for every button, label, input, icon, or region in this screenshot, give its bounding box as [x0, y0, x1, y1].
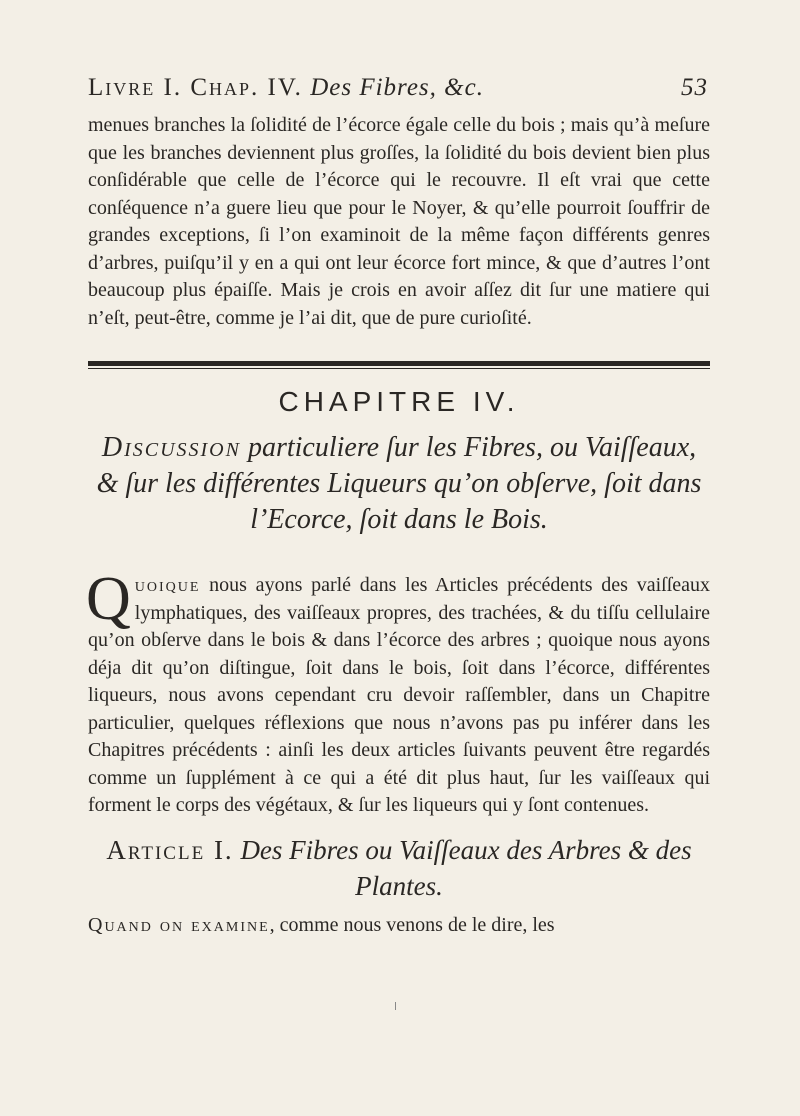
- chapter-title-rest: particuliere ſur les Fibres, ou Vaiſſeaux, & ſur les différentes Liqueurs qu’on obſerve, ſoit dans l’Ecorce, ſoit dans le Bois.: [96, 432, 702, 535]
- running-head: [88, 74, 708, 102]
- running-head-title: Des Fibres, &c.: [310, 74, 484, 101]
- article-number: Article I.: [106, 835, 234, 865]
- article-paragraph: [88, 912, 710, 940]
- chapter-title-lead: Discussion: [101, 432, 241, 463]
- page-number: 53: [681, 74, 708, 101]
- running-head-left: Livre I. Chap. IV.: [88, 74, 303, 101]
- chapter-paragraph: [86, 565, 710, 820]
- article-paragraph-text: , comme nous venons de le dire, les: [269, 914, 555, 936]
- paragraph-lead: uoique: [134, 574, 201, 596]
- chapter-title: [88, 430, 710, 538]
- chapter-heading: CHAPITRE IV.: [278, 386, 520, 417]
- article-title: Des Fibres ou Vaiſſeaux des Arbres & des Plantes.: [233, 835, 692, 901]
- thin-rule: [88, 368, 710, 369]
- ornamental-rule: [88, 361, 710, 366]
- drop-cap: Q: [86, 565, 131, 633]
- page-mark: [395, 1002, 396, 1010]
- article-heading: [88, 832, 710, 904]
- paragraph-continued: menues branches la ſolidité de l’écorce égale celle du bois ; mais qu’à meſure que les branches deviennent plus groſſes, la ſolidité du bois devient bien plus conſidérable que celle de l’écorce qui le recouvre. Il eſt vrai que cette conſéquence n’a guere lieu que pour le Noyer, & qu’elle pourroit ſouffrir de grandes exceptions, ſi l’on examinoit de la même façon différents genres d’arbres, puiſqu’il y en a qui ont leur écorce fort mince, & que d’autres l’ont beaucoup plus épaiſſe. Mais je crois en avoir aſſez dit ſur une matiere qui n’eſt, peut-être, comme je l’ai dit, que de pure curioſité.: [88, 114, 710, 329]
- paragraph-text: nous ayons parlé dans les Articles précédents des vaiſſeaux lymphatiques, des vaiſſeaux propres, des trachées, & du tiſſu cellulaire qu’on obſerve dans le bois & dans l’écorce des arbres ; quoique nous ayons déja dit qu’on diſtingue, ſoit dans le bois, ſoit dans l’écorce, différentes liqueurs, nous avons cependant cru devoir raſſembler, dans un Chapitre particulier, quelques réflexions que nous n’avons pas pu inférer dans les Chapitres précédents : ainſi les deux articles ſuivants peuvent être regardés comme un ſupplément à ce qui a été dit plus haut, ſur les vaiſſeaux qui forment le corps des végétaux, & ſur les liqueurs qui y ſont contenues.: [88, 574, 710, 816]
- article-paragraph-lead: Quand on examine: [88, 914, 270, 936]
